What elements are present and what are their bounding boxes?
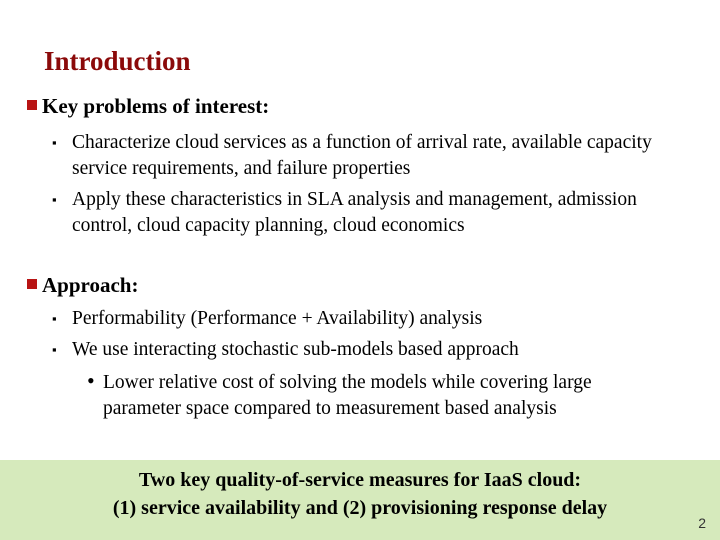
slide-title: Introduction (44, 46, 191, 76)
square-bullet-icon: ▪ (52, 135, 57, 150)
section-heading-text: Key problems of interest: (42, 94, 270, 118)
section-heading-approach (42, 273, 138, 298)
callout-box (0, 460, 720, 540)
list-item (52, 306, 720, 332)
list-item-line: Performability (Performance + Availability) analysis (72, 308, 483, 329)
list-item (52, 337, 720, 363)
callout-line: Two key quality-of-service measures for IaaS cloud: (138, 469, 582, 491)
sub-list-item-line: parameter space compared to measurement based analysis (103, 398, 557, 419)
list-item-line: Characterize cloud services as a function of arrival rate, available capacity (72, 132, 652, 153)
page-number: 2 (698, 515, 706, 531)
section-heading-text: Approach: (42, 273, 139, 297)
round-bullet-icon: • (87, 368, 95, 393)
sub-list-item (87, 368, 703, 422)
square-bullet-icon: ▪ (52, 342, 57, 357)
list-item-line: control, cloud capacity planning, cloud economics (72, 215, 465, 236)
list-item-line: We use interacting stochastic sub-models based approach (72, 339, 519, 360)
square-bullet-icon (27, 100, 37, 110)
list-item-line: Apply these characteristics in SLA analysis and management, admission (72, 189, 637, 210)
list-item (52, 187, 720, 239)
list-item (52, 130, 720, 182)
section-heading-key-problems (42, 94, 269, 119)
callout-line: (1) service availability and (2) provisioning response delay (112, 497, 608, 519)
list-item-line: service requirements, and failure properties (72, 158, 411, 179)
sub-list-item-line: Lower relative cost of solving the models while covering large (103, 372, 592, 393)
square-bullet-icon: ▪ (52, 192, 57, 207)
square-bullet-icon: ▪ (52, 311, 57, 326)
callout-text (0, 466, 720, 522)
square-bullet-icon (27, 279, 37, 289)
